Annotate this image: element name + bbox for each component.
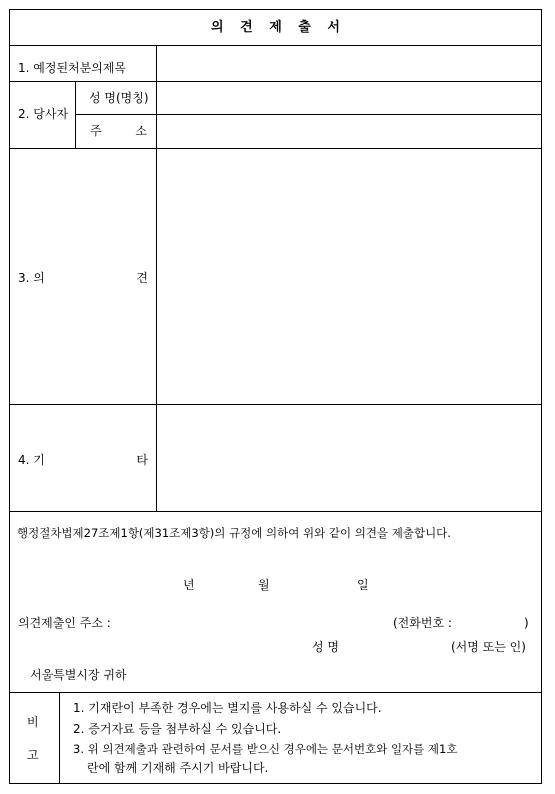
notes-label-a: 비 bbox=[27, 715, 39, 729]
submitter-name-label: 성 명 bbox=[312, 640, 339, 654]
other-input-area[interactable] bbox=[158, 406, 540, 510]
opinion-submission-form bbox=[9, 9, 542, 784]
opinion-label bbox=[18, 271, 148, 285]
opinion-input-area[interactable] bbox=[158, 150, 540, 403]
notes-item: 1. 기재란이 부족한 경우에는 별지를 사용하실 수 있습니다. bbox=[73, 701, 382, 715]
submitter-phone-close: ) bbox=[524, 616, 529, 630]
divider bbox=[10, 45, 541, 46]
date-day: 일 bbox=[357, 578, 369, 592]
divider bbox=[10, 692, 541, 693]
notes-item: 3. 위 의견제출과 관련하여 문서를 받으신 경우에는 문서번호와 일자를 제1호 bbox=[73, 742, 458, 756]
party-address-label bbox=[90, 124, 147, 138]
divider bbox=[10, 81, 541, 82]
party-address-label-a: 주 bbox=[90, 124, 102, 138]
divider bbox=[10, 404, 541, 405]
notes-label-b: 고 bbox=[27, 748, 39, 762]
subject-label: 1. 예정된처분의제목 bbox=[18, 61, 127, 75]
party-name-input-area[interactable] bbox=[158, 83, 540, 113]
submitter-phone-label: (전화번호 : bbox=[393, 616, 452, 630]
divider bbox=[10, 148, 541, 149]
party-address-label-b: 소 bbox=[135, 124, 147, 138]
label-column-divider bbox=[156, 46, 157, 511]
party-label: 2. 당사자 bbox=[18, 107, 69, 121]
party-sub-divider bbox=[75, 82, 76, 148]
opinion-label-a: 3. 의 bbox=[18, 271, 45, 285]
declaration-text: 행정절차법제27조제1항(제31조제3항)의 규정에 의하여 위와 같이 의견을 제출합니다. bbox=[17, 526, 451, 540]
submitter-sign-label: (서명 또는 인) bbox=[451, 640, 526, 654]
opinion-label-b: 견 bbox=[136, 271, 148, 285]
other-label-b: 타 bbox=[136, 453, 148, 467]
other-label-a: 4. 기 bbox=[18, 453, 45, 467]
divider bbox=[76, 114, 541, 115]
submitter-address-label: 의견제출인 주소 : bbox=[18, 616, 111, 630]
notes-divider bbox=[59, 693, 60, 783]
recipient-text: 서울특별시장 귀하 bbox=[30, 668, 127, 682]
party-address-input-area[interactable] bbox=[158, 116, 540, 147]
notes-item: 란에 함께 기재해 주시기 바랍니다. bbox=[87, 761, 269, 775]
other-label bbox=[18, 453, 148, 467]
date-year: 년 bbox=[183, 578, 195, 592]
divider bbox=[10, 511, 541, 512]
notes-item: 2. 증거자료 등을 첨부하실 수 있습니다. bbox=[73, 722, 282, 736]
date-month: 월 bbox=[258, 578, 270, 592]
subject-input-area[interactable] bbox=[158, 47, 540, 80]
form-title: 의 견 제 출 서 bbox=[211, 20, 340, 35]
party-name-label: 성 명(명칭) bbox=[89, 91, 149, 105]
